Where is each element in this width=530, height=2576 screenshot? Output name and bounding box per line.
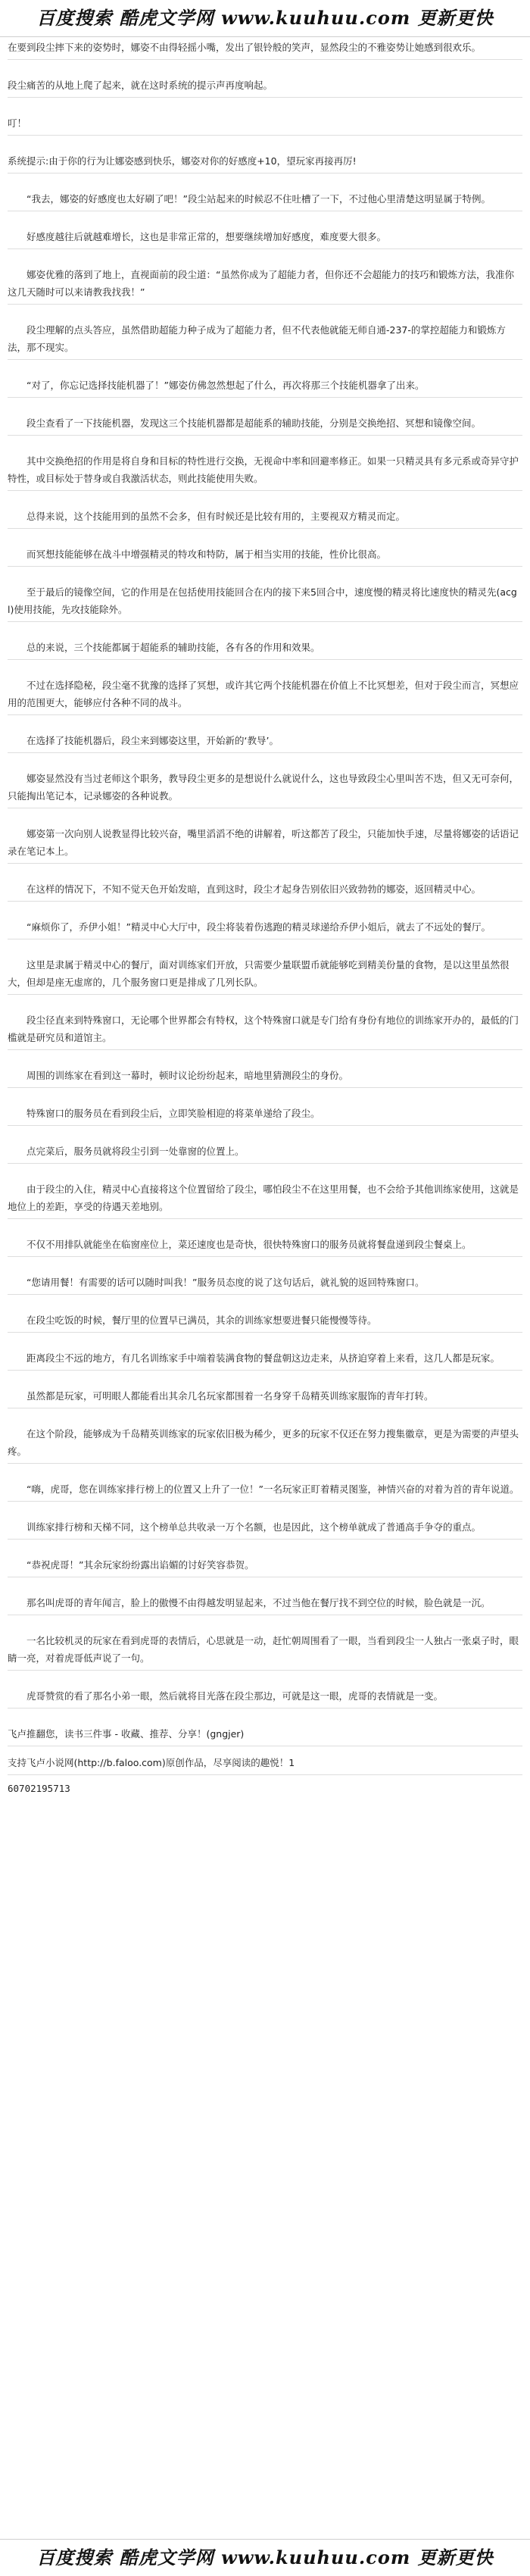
paragraph: 在这个阶段，能够成为千岛精英训练家的玩家依旧极为稀少，更多的玩家不仅还在努力搜集徽章，更是为需要的声望头疼。 — [8, 1424, 522, 1464]
footer-id: 60702195713 — [8, 1783, 70, 1794]
paragraph: 总得来说，这个技能用到的虽然不会多，但有时候还是比较有用的，主要视双方精灵而定。 — [8, 506, 522, 529]
paragraph: 段尘查看了一下技能机器，发现这三个技能机器都是超能系的辅助技能，分别是交换绝招、冥想和镜像空间。 — [8, 413, 522, 436]
paragraph: 系统提示:由于你的行为让娜姿感到快乐，娜姿对你的好感度+10，望玩家再接再厉! — [8, 151, 522, 174]
paragraph: 周围的训练家在看到这一幕时，顿时议论纷纷起来，暗地里猜测段尘的身份。 — [8, 1065, 522, 1088]
paragraph: 虽然都是玩家，可明眼人都能看出其余几名玩家都围着一名身穿千岛精英训练家服饰的青年打转。 — [8, 1386, 522, 1408]
paragraph: 在段尘吃饭的时候，餐厅里的位置早已满员，其余的训练家想要进餐只能慢慢等待。 — [8, 1310, 522, 1333]
paragraph: 距离段尘不远的地方，有几名训练家手中端着装满食物的餐盘朝这边走来，从挤迫穿着上来看，这几人都是玩家。 — [8, 1348, 522, 1371]
paragraph-list — [8, 37, 522, 1708]
footer-support: 支持飞卢小说网(http://b.faloo.com)原创作品，尽享阅读的趣悦！1 — [8, 1752, 522, 1775]
paragraph: “我去，娜姿的好感度也太好刷了吧！”段尘站起来的时候忍不住吐槽了一下，不过他心里清楚这明显属于特例。 — [8, 189, 522, 211]
paragraph: 点完菜后，服务员就将段尘引到一处靠窗的位置上。 — [8, 1141, 522, 1164]
paragraph: 至于最后的镜像空间，它的作用是在包括使用技能回合在内的接下来5回合中，速度慢的精灵将比速度快的精灵先(acgl)使用技能，先攻技能除外。 — [8, 582, 522, 622]
site-banner-bottom: 百度搜索 酷虎文学网 www.kuuhuu.com 更新更快 — [0, 2539, 530, 2576]
paragraph: 那名叫虎哥的青年闻言，脸上的傲慢不由得越发明显起来，不过当他在餐厅找不到空位的时候，脸色就是一沉。 — [8, 1593, 522, 1615]
paragraph: 总的来说，三个技能都属于超能系的辅助技能，各有各的作用和效果。 — [8, 637, 522, 660]
paragraph: “对了，你忘记选择技能机器了！”娜姿仿佛忽然想起了什么，再次将那三个技能机器拿了出来。 — [8, 375, 522, 398]
paragraph: 特殊窗口的服务员在看到段尘后，立即笑脸相迎的将菜单递给了段尘。 — [8, 1103, 522, 1126]
paragraph: 段尘理解的点头答应，虽然借助超能力种子成为了超能力者，但不代表他就能无师自通-237-的掌控超能力和锻炼方法，那不现实。 — [8, 320, 522, 360]
paragraph: 训练家排行榜和天梯不同，这个榜单总共收录一万个名额，也是因此，这个榜单就成了普通高手争夺的重点。 — [8, 1517, 522, 1540]
paragraph: 叮！ — [8, 113, 522, 136]
paragraph: 不仅不用排队就能坐在临窗座位上，菜还速度也是奇快，很快特殊窗口的服务员就将餐盘递到段尘餐桌上。 — [8, 1234, 522, 1257]
paragraph: 这里是隶属于精灵中心的餐厅，面对训练家们开放，只需要少量联盟币就能够吃到精美份量的食物，是以这里虽然很大，但却是座无虚席的，几个服务窗口更是排成了几列长队。 — [8, 955, 522, 995]
paragraph: 在这样的情况下，不知不觉天色开始发暗，直到这时，段尘才起身告别依旧兴致勃勃的娜姿，返回精灵中心。 — [8, 879, 522, 902]
paragraph: “麻烦你了，乔伊小姐！”精灵中心大厅中，段尘将装着伤逃跑的精灵球递给乔伊小姐后，就去了不远处的餐厅。 — [8, 917, 522, 939]
paragraph: “恭祝虎哥！”其余玩家纷纷露出谄媚的讨好笑容恭贺。 — [8, 1555, 522, 1577]
footer-note: 飞卢推翻您，读书三件事 - 收藏、推荐、分享！(gngjer) — [8, 1724, 522, 1746]
paragraph: 娜姿优雅的落到了地上，直视面前的段尘道：“虽然你成为了超能力者，但你还不会超能力的技巧和锻炼方法，我准你这几天随时可以来请教我找我！” — [8, 264, 522, 305]
paragraph: 虎哥赞赏的看了那名小弟一眼，然后就将目光落在段尘那边，可就是这一眼，虎哥的表情就是一变。 — [8, 1686, 522, 1708]
paragraph: 不过在选择隐秘，段尘毫不犹豫的选择了冥想，或许其它两个技能机器在价值上不比冥想差，但对于段尘而言，冥想应用的范围更大，能够应付各种不同的战斗。 — [8, 675, 522, 715]
paragraph: 在选择了技能机器后，段尘来到娜姿这里，开始新的‘教导’。 — [8, 730, 522, 753]
paragraph: “嗨，虎哥，您在训练家排行榜上的位置又上升了一位！”一名玩家正盯着精灵图鉴，神情兴奋的对着为首的青年说道。 — [8, 1479, 522, 1502]
chapter-content — [0, 37, 530, 1796]
paragraph: 一名比较机灵的玩家在看到虎哥的表情后，心思就是一动，赶忙朝周围看了一眼，当看到段尘一人独占一张桌子时，眼睛一亮，对着虎哥低声说了一句。 — [8, 1630, 522, 1671]
paragraph: 娜姿显然没有当过老师这个职务，教导段尘更多的是想说什么就说什么，这也导致段尘心里叫苦不迭，但又无可奈何，只能掏出笔记本，记录娜姿的各种说教。 — [8, 768, 522, 808]
paragraph: 好感度越往后就越难增长，这也是非常正常的，想要继续增加好感度，难度要大很多。 — [8, 227, 522, 249]
paragraph: 段尘痛苦的从地上爬了起来，就在这时系统的提示声再度响起。 — [8, 75, 522, 98]
paragraph: 娜姿第一次向别人说教显得比较兴奋，嘴里滔滔不绝的讲解着，听这都苦了段尘，只能加快手速，尽量将娜姿的话语记录在笔记本上。 — [8, 824, 522, 864]
paragraph: 段尘径直来到特殊窗口，无论哪个世界都会有特权，这个特殊窗口就是专门给有身份有地位的训练家开办的，最低的门槛就是研究员和道馆主。 — [8, 1010, 522, 1050]
paragraph: “您请用餐！有需要的话可以随时叫我！”服务员态度的说了这句话后，就礼貌的返回特殊窗口。 — [8, 1272, 522, 1295]
paragraph: 在要到段尘摔下来的姿势时，娜姿不由得轻摇小嘴，发出了银铃般的笑声，显然段尘的不雅姿势让她感到很欢乐。 — [8, 37, 522, 60]
site-banner-top: 百度搜索 酷虎文学网 www.kuuhuu.com 更新更快 — [0, 0, 530, 37]
paragraph: 而冥想技能能够在战斗中增强精灵的特攻和特防，属于相当实用的技能，性价比很高。 — [8, 544, 522, 567]
paragraph: 由于段尘的入住，精灵中心直接将这个位置留给了段尘，哪怕段尘不在这里用餐，也不会给予其他训练家使用，这就是地位上的差距，享受的待遇天差地别。 — [8, 1179, 522, 1219]
paragraph: 其中交换绝招的作用是将自身和目标的特性进行交换，无视命中率和回避率修正。如果一只精灵具有多元系或奇异守护特性，或目标处于替身或自我激活状态，则此技能使用失败。 — [8, 451, 522, 491]
